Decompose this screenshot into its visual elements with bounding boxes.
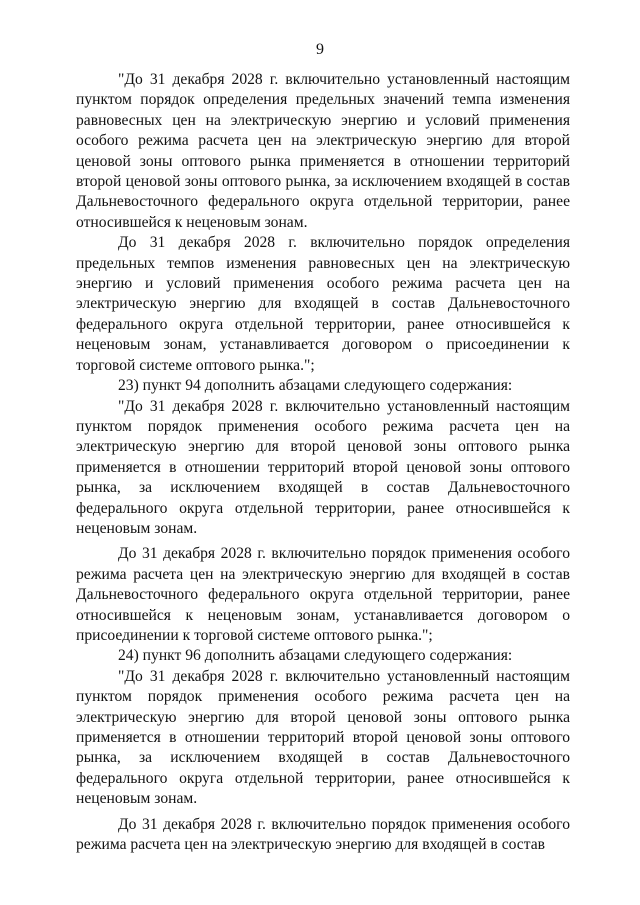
paragraph-4: "До 31 декабря 2028 г. включительно установленный настоящим пунктом порядок применения особого режима расчета цен на электрическую энергию для второй ценовой зоны оптового рынка применяется в отношении территорий второй ценовой зоны оптового рынка, за исключением входящей в состав Дальневосточного федерального округа отдельной территории, ранее относившейся к неценовым зонам. — [76, 397, 570, 537]
page-number: 9 — [316, 41, 324, 58]
document-body — [76, 70, 570, 855]
paragraph-3: 23) пункт 94 дополнить абзацами следующего содержания: — [118, 377, 513, 395]
paragraph-2: До 31 декабря 2028 г. включительно порядок определения предельных темпов изменения равновесных цен на электрическую энергию и условий применения особого режима расчета цен на электрическую энергию для входящей в состав Дальневосточного федерального округа отдельной территории, ранее относившейся к неценовым зонам, устанавливается договором о присоединении к торговой системе оптового рынка."; — [76, 234, 570, 374]
paragraph-1: "До 31 декабря 2028 г. включительно установленный настоящим пунктом порядок определения предельных значений темпа изменения равновесных цен на электрическую энергию и условий применения особого режима расчета цен на электрическую энергию для второй ценовой зоны оптового рынка применяется в отношении территорий второй ценовой зоны оптового рынка, за исключением входящей в состав Дальневосточного федерального округа отдельной территории, ранее относившейся к неценовым зонам. — [76, 71, 570, 231]
paragraph-8: До 31 декабря 2028 г. включительно порядок применения особого режима расчета цен на электрическую энергию для входящей в состав — [76, 815, 570, 854]
paragraph-5: До 31 декабря 2028 г. включительно порядок применения особого режима расчета цен на электрическую энергию для входящей в состав Дальневосточного федерального округа отдельной территории, ранее относившейся к неценовым зонам, устанавливается договором о присоединении к торговой системе оптового рынка."; — [76, 545, 570, 644]
paragraph-7: "До 31 декабря 2028 г. включительно установленный настоящим пунктом порядок применения особого режима расчета цен на электрическую энергию для второй ценовой зоны оптового рынка применяется в отношении территорий второй ценовой зоны оптового рынка, за исключением входящей в состав Дальневосточного федерального округа отдельной территории, ранее относившейся к неценовым зонам. — [76, 667, 570, 808]
paragraph-6: 24) пункт 96 дополнить абзацами следующего содержания: — [118, 647, 513, 665]
